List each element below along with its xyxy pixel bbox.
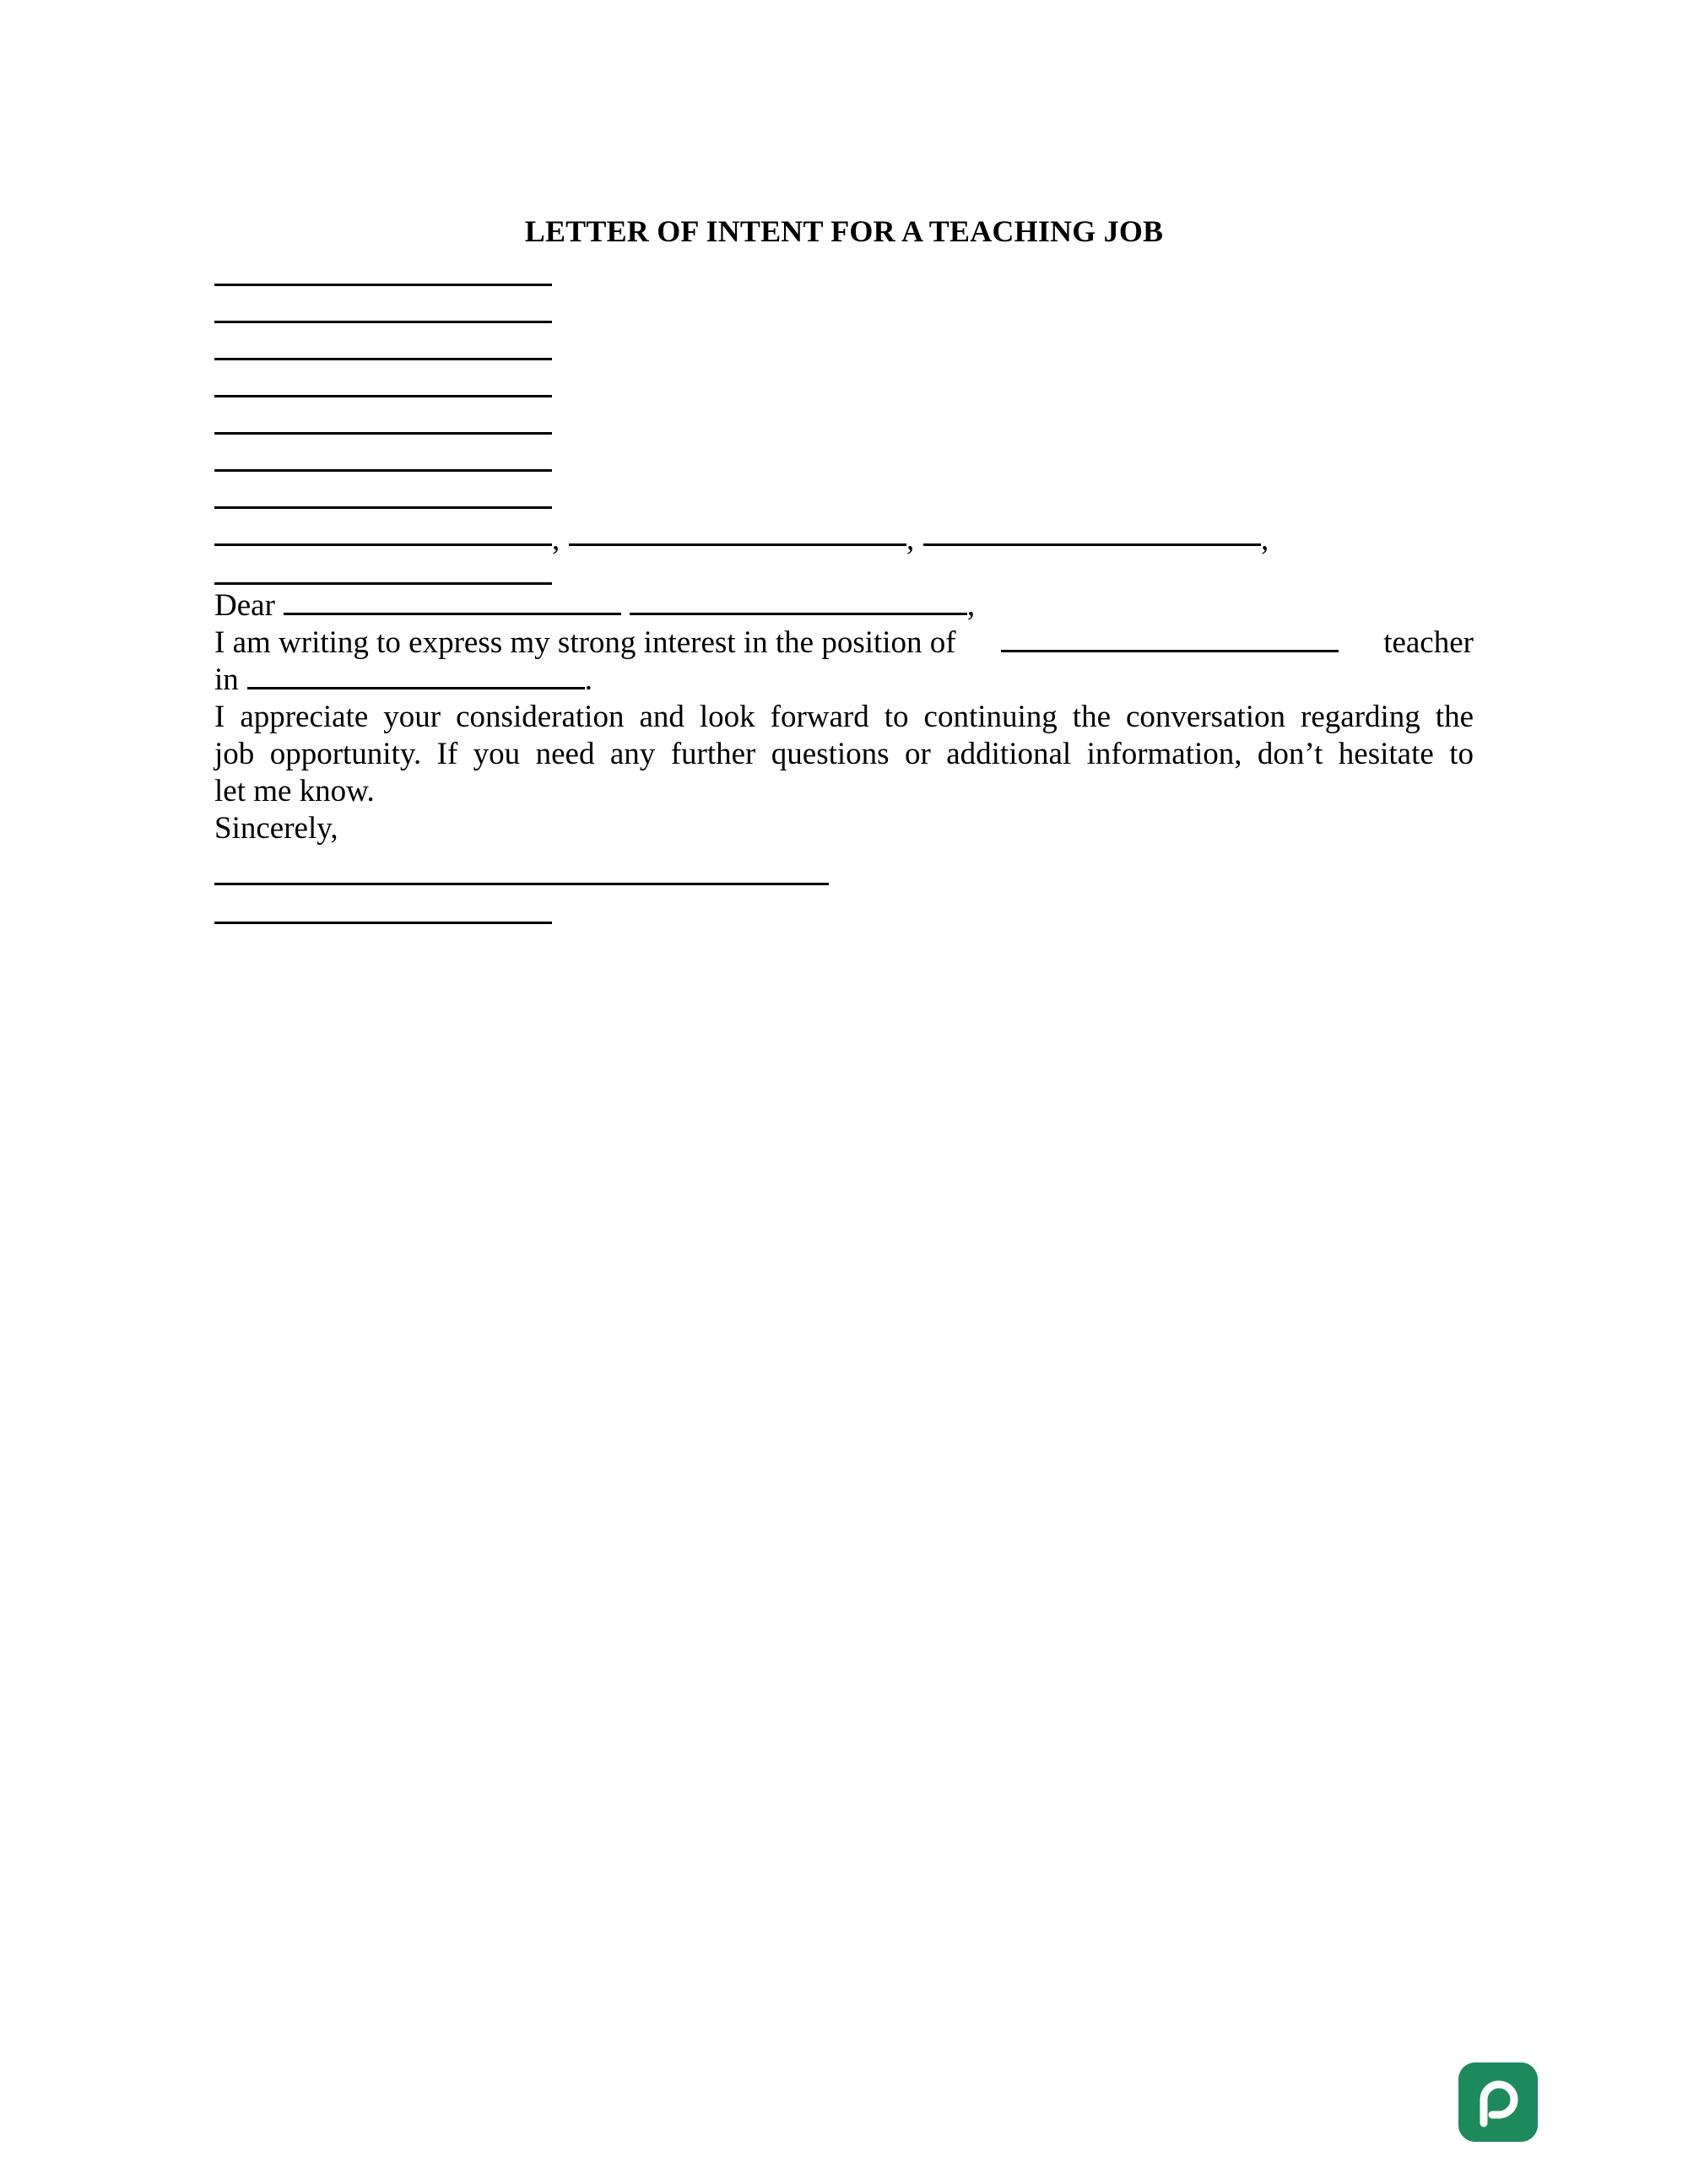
closing-line-3	[214, 773, 1474, 810]
salutation-word: Dear	[214, 588, 275, 623]
closing-line-2-text: job opportunity. If you need any further questions or additional information, don’t hesitate to	[214, 737, 1474, 771]
city-blank-line[interactable]	[214, 543, 552, 546]
date-blank-line[interactable]	[214, 582, 552, 585]
signature-blank-line[interactable]	[214, 883, 829, 885]
salutation-line	[214, 587, 975, 624]
state-comma: ,	[906, 522, 915, 557]
document-title: LETTER OF INTENT FOR A TEACHING JOB	[524, 214, 1164, 248]
intro-line-2-text: in	[214, 662, 239, 697]
address-blank-line-1[interactable]	[214, 284, 552, 286]
closing-line-1-text: I appreciate your consideration and look forward to continuing the conversation regarding the	[214, 700, 1474, 734]
address-blank-line-2[interactable]	[214, 321, 552, 323]
intro-line-1	[214, 624, 1474, 662]
recipient-name-blank[interactable]	[630, 587, 967, 615]
state-blank-line[interactable]	[569, 543, 906, 546]
closing-line-3-text: let me know.	[214, 774, 375, 808]
address-blank-line-7[interactable]	[214, 506, 552, 509]
intro-paragraph	[214, 624, 1474, 699]
intro-line-2-end: .	[584, 662, 593, 697]
closing-line-2	[214, 736, 1474, 773]
city-comma: ,	[552, 522, 560, 557]
zip-blank-line[interactable]	[923, 543, 1261, 546]
p-logo-icon	[1458, 2062, 1538, 2142]
address-blank-line-4[interactable]	[214, 395, 552, 397]
intro-line-1-end: teacher	[1383, 625, 1474, 660]
closing-paragraph	[214, 699, 1474, 810]
school-blank[interactable]	[247, 662, 585, 689]
intro-line-2	[214, 662, 1474, 699]
intro-line-1-text: I am writing to express my strong interest in the position of	[214, 625, 956, 660]
zip-comma: ,	[1261, 522, 1269, 557]
salutation-comma: ,	[966, 588, 976, 623]
closing-line-1	[214, 699, 1474, 736]
address-blank-line-5[interactable]	[214, 432, 552, 435]
printed-name-blank-line[interactable]	[214, 922, 552, 924]
position-blank[interactable]	[1001, 624, 1339, 652]
recipient-title-blank[interactable]	[284, 587, 621, 615]
address-blank-line-3[interactable]	[214, 358, 552, 360]
address-blank-line-6[interactable]	[214, 469, 552, 472]
closing-word: Sincerely,	[214, 811, 338, 846]
